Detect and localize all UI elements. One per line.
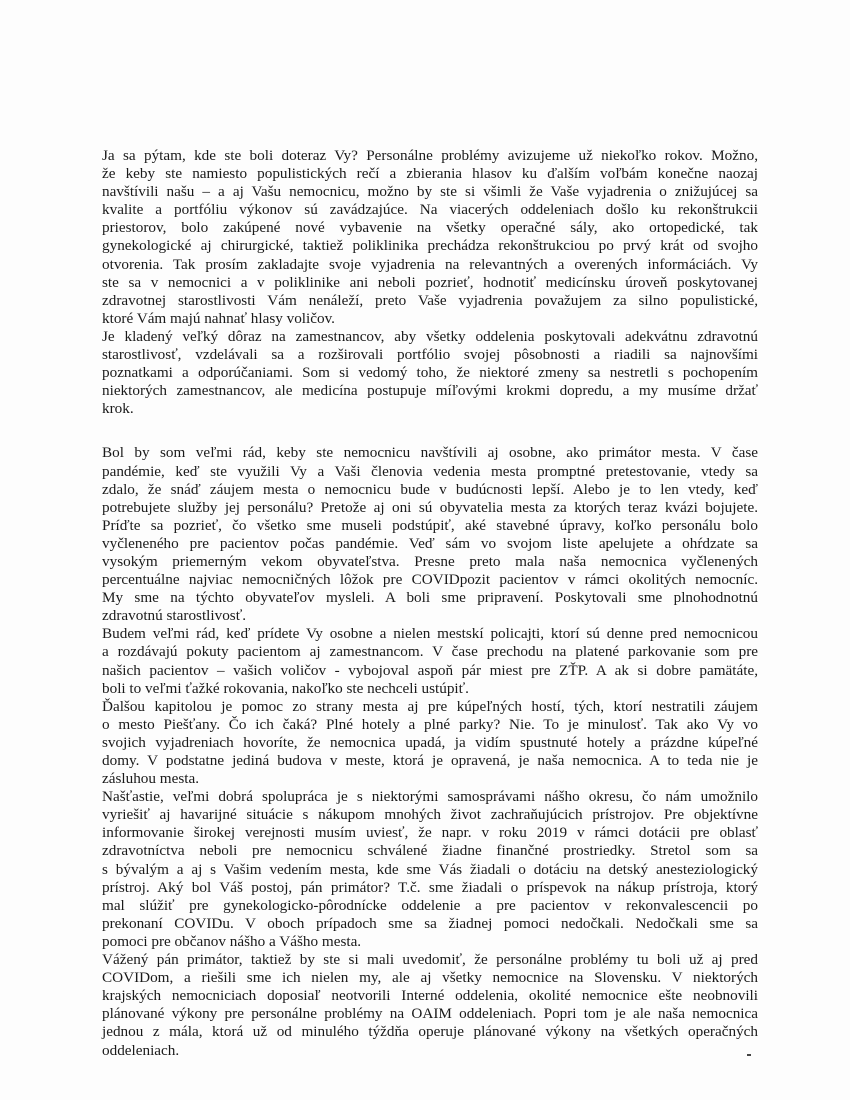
text-line: zdravotnej starostlivosti Vám nenáleží, preto Vaše vyjadrenia považujem za silno populistické, bbox=[102, 291, 758, 309]
text-line: oddeleniach. bbox=[102, 1041, 180, 1059]
text-line: gynekologické aj chirurgické, taktiež poliklinika prechádza rekonštrukciou po prvý krát od svojho bbox=[102, 237, 758, 255]
paragraph bbox=[102, 444, 758, 625]
text-line: zdalo, že snáď záujem mesta o nemocnicu bude v budúcnosti lepší. Alebo je to len vtedy, keď bbox=[102, 480, 758, 498]
text-line: s bývalým a aj s Vašim vedením mesta, kde sme Vás žiadali o dotáciu na detský anesteziologický bbox=[102, 860, 758, 878]
text-line: starostlivosť, vzdelávali sa a rozširovali portfólio svojej pôsobnosti a riadili sa najnovšími bbox=[102, 346, 758, 364]
text-line: Vážený pán primátor, taktiež by ste si mali uvedomiť, že personálne problémy tu boli už aj pred bbox=[102, 951, 758, 969]
text-line: ktoré Vám majú nahnať hlasy voličov. bbox=[102, 309, 335, 327]
text-line: zásluhou mesta. bbox=[102, 770, 200, 788]
text-line: pomoci pre občanov nášho a Vášho mesta. bbox=[102, 932, 362, 950]
text-line: boli to veľmi ťažké rokovania, nakoľko ste nechceli ustúpiť. bbox=[102, 679, 469, 697]
text-line: mal slúžiť pre gynekologicko-pôrodnícke oddelenie a pre pacientov v rekonvalescencii po bbox=[102, 896, 758, 914]
text-line: krajských nemocniciach doposiaľ neotvorili Interné oddelenia, okolité nemocnice ešte neobnovili bbox=[102, 987, 758, 1005]
text-line: Bol by som veľmi rád, keby ste nemocnicu navštívili aj osobne, ako primátor mesta. V čase bbox=[102, 444, 758, 462]
text-line: krok. bbox=[102, 400, 134, 418]
text-line: Budem veľmi rád, keď prídete Vy osobne a nielen mestskí policajti, ktorí sú denne pred nemocnicou bbox=[102, 625, 758, 643]
text-line: informovanie širokej verejnosti musím uviesť, že napr. v roku 2019 v rámci dotácii pre oblasť bbox=[102, 824, 758, 842]
scan-mark bbox=[747, 1054, 751, 1056]
text-line: jednou z mála, ktorá už od minulého týždňa operuje plánované výkony na všetkých operačných bbox=[102, 1023, 758, 1041]
text-line: Ďalšou kapitolou je pomoc zo strany mesta aj pre kúpeľných hostí, tých, ktorí nestratili záujem bbox=[102, 697, 758, 715]
text-line: Našťastie, veľmi dobrá spolupráca je s niektorými samosprávami nášho okresu, čo nám umožnilo bbox=[102, 788, 758, 806]
text-line: navštívili našu – a aj Vašu nemocnicu, možno by ste si všimli že Vaše vyjadrenia o znižujúcej sa bbox=[102, 183, 758, 201]
paragraph-gap bbox=[102, 418, 758, 444]
text-line: COVIDom, a riešili sme ich nielen my, ale aj všetky nemocnice na Slovensku. V niektorých bbox=[102, 969, 758, 987]
text-line: My sme na týchto obyvateľov mysleli. A boli sme pripravení. Poskytovali sme plnohodnotnú bbox=[102, 589, 758, 607]
text-line: zdravotníctva neboli pre nemocnicu schválené žiadne finančné prostriedky. Stretol som sa bbox=[102, 842, 758, 860]
text-line: poznatkami a odporúčaniami. Som si vedomý toho, že niektoré zmeny sa nestretli s pochopením bbox=[102, 364, 758, 382]
paragraph bbox=[102, 625, 758, 697]
text-line: vysokým priemerným vekom obyvateľstva. Presne preto mala naša nemocnica vyčlenených bbox=[102, 552, 758, 570]
text-line: kvalite a portfóliu výkonov sú zavádzajúce. Na viacerých oddeleniach došlo ku rekonštrukcii bbox=[102, 201, 758, 219]
text-line: otvorenia. Tak prosím zakladajte svoje vyjadrenia na relevantných a overených informáciách. Vy bbox=[102, 255, 758, 273]
text-line: pandémie, keď ste využili Vy a Vaši členovia vedenia mesta promptné pretestovanie, vtedy sa bbox=[102, 462, 758, 480]
paragraph bbox=[102, 147, 758, 328]
text-line: vyčleneného pre pacientov počas pandémie. Veď sám vo svojom liste apelujete a ohŕdzate sa bbox=[102, 534, 758, 552]
text-line: vyriešiť aj havarijné situácie s nákupom mnohých život zachraňujúcich prístrojov. Pre objektívne bbox=[102, 806, 758, 824]
text-line: plánované výkony pre personálne problémy na OAIM oddeleniach. Popri tom je ale naša nemocnica bbox=[102, 1005, 758, 1023]
text-line: Príďte sa pozrieť, čo všetko sme museli podstúpiť, aké stavebné úpravy, koľko personálu bolo bbox=[102, 516, 758, 534]
letter-body bbox=[102, 147, 758, 1060]
text-line: potrebujete služby jej personálu? Pretože aj oni sú obyvatelia mesta za ktorých teraz kvázi bojujete. bbox=[102, 498, 758, 516]
text-line: ste sa v nemocnici a v poliklinike ani neboli pozrieť, hodnotiť medicínsku úroveň poskytovanej bbox=[102, 273, 758, 291]
paragraph bbox=[102, 328, 758, 418]
text-line: domy. V podstatne jediná budova v meste, ktorá je opravená, je naša nemocnica. A to teda nie je bbox=[102, 752, 758, 769]
text-line: zdravotnú starostlivosť. bbox=[102, 607, 246, 625]
paragraph bbox=[102, 788, 758, 951]
text-line: svojich vyjadreniach hovoríte, že nemocnica upadá, ja vidím spustnuté hotely a prázdne kúpeľné bbox=[102, 733, 758, 751]
text-line: priestorov, bolo zakúpené nové vybavenie na všetky operačné sály, ako ortopedické, tak bbox=[102, 219, 758, 237]
paragraph bbox=[102, 951, 758, 1060]
text-line: o mesto Piešťany. Čo ich čaká? Plné hotely a plné parky? Nie. To je minulosť. Tak ako Vy vo bbox=[102, 715, 758, 733]
text-line: Ja sa pýtam, kde ste boli doteraz Vy? Personálne problémy avizujeme už niekoľko rokov. Možno, bbox=[102, 147, 758, 164]
text-line: niektorých zamestnancov, ale medicína postupuje míľovými krokmi dopredu, a my musíme držať bbox=[102, 382, 758, 400]
text-line: percentuálne najviac nemocničných lôžok pre COVIDpozit pacientov v rámci okolitých nemocníc. bbox=[102, 571, 758, 589]
text-line: prekonaní COVIDu. V oboch prípadoch sme sa žiadnej pomoci nedočkali. Nedočkali sme sa bbox=[102, 914, 758, 932]
text-line: prístroj. Aký bol Váš postoj, pán primátor? T.č. sme žiadali o príspevok na nákup prístroja, ktorý bbox=[102, 878, 758, 896]
text-line: že keby ste namiesto populistických rečí a zbierania hlasov ku ďalším voľbám konečne naozaj bbox=[102, 165, 758, 183]
paragraph bbox=[102, 698, 758, 788]
text-line: Je kladený veľký dôraz na zamestnancov, aby všetky oddelenia poskytovali adekvátnu zdravotnú bbox=[102, 327, 758, 345]
text-line: a rozdávajú pokuty pacientom aj zamestnancom. V čase prechodu na platené parkovanie som pre bbox=[102, 643, 758, 661]
text-line: našich pacientov – vašich voličov - vybojoval aspoň pár miest pre ZŤP. A ak si dobre pamätáte, bbox=[102, 661, 758, 679]
